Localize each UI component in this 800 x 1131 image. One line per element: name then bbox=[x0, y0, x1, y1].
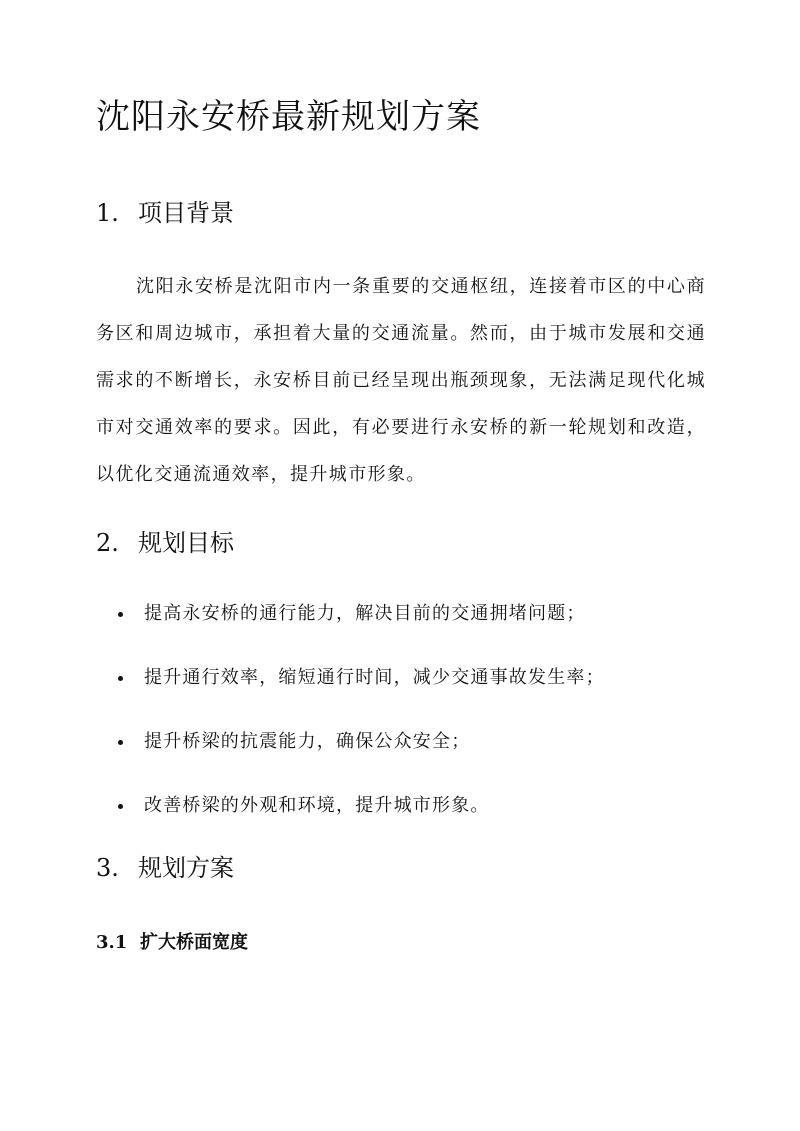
list-item bbox=[118, 724, 718, 788]
list-item-text: 改善桥梁的外观和环境，提升城市形象。 bbox=[144, 795, 490, 816]
section-title: 规划目标 bbox=[138, 529, 234, 557]
section-title: 项目背景 bbox=[138, 199, 234, 227]
list-item-text: 提升通行效率，缩短通行时间，减少交通事故发生率； bbox=[144, 667, 605, 688]
list-item-text: 提升桥梁的抗震能力，确保公众安全； bbox=[144, 731, 471, 752]
bullet-icon bbox=[118, 804, 123, 809]
section-number: 2. bbox=[96, 529, 119, 557]
section-number: 3. bbox=[96, 854, 119, 882]
document-title: 沈阳永安桥最新规划方案 bbox=[96, 97, 481, 137]
section-heading-plan bbox=[96, 850, 234, 886]
list-item bbox=[118, 788, 718, 852]
section-heading-background bbox=[96, 195, 234, 231]
subsection-title: 扩大桥面宽度 bbox=[140, 932, 248, 953]
section-number: 1. bbox=[96, 199, 119, 227]
planning-goals-list bbox=[118, 596, 718, 852]
subsection-heading-widen-deck bbox=[96, 928, 248, 958]
list-item bbox=[118, 596, 718, 660]
bullet-icon bbox=[118, 740, 123, 745]
section-title: 规划方案 bbox=[138, 854, 234, 882]
section-heading-goals bbox=[96, 525, 234, 561]
list-item-text: 提高永安桥的通行能力，解决目前的交通拥堵问题； bbox=[144, 603, 586, 624]
bullet-icon bbox=[118, 676, 123, 681]
list-item bbox=[118, 660, 718, 724]
subsection-number: 3.1 bbox=[96, 932, 128, 953]
background-paragraph: 沈阳永安桥是沈阳市内一条重要的交通枢纽，连接着市区的中心商务区和周边城市，承担着大量的交通流量。然而，由于城市发展和交通需求的不断增长，永安桥目前已经呈现出瓶颈现象，无法满足现代化城市对交通效率的要求。因此，有必要进行永安桥的新一轮规划和改造，以优化交通流通效率，提升城市形象。 bbox=[96, 276, 706, 485]
bullet-icon bbox=[118, 612, 123, 617]
